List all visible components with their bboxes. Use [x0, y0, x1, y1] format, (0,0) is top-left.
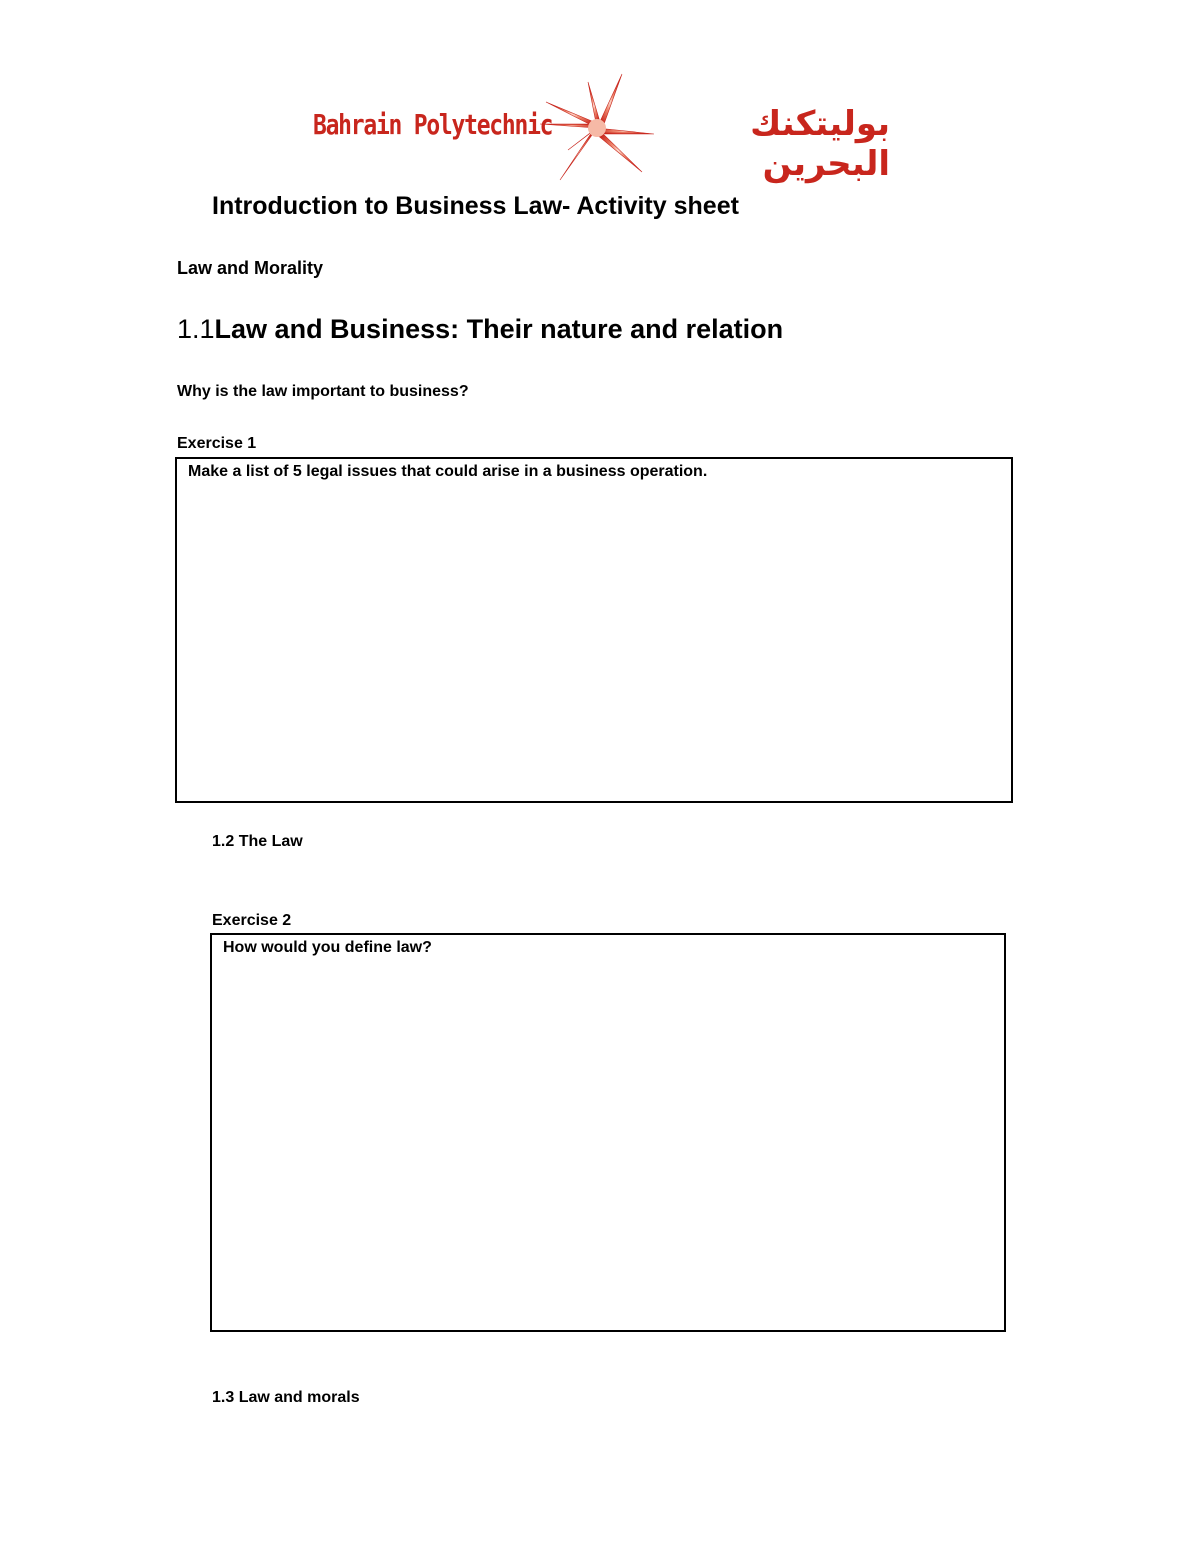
logo-arabic-text: بوليتكنك البحرين	[750, 104, 890, 184]
exercise-1-answer-box[interactable]	[175, 457, 1013, 803]
exercise-1-prompt: Make a list of 5 legal issues that could arise in a business operation.	[188, 463, 708, 480]
logo-english-text: Bahrain Polytechnic	[313, 108, 553, 141]
document-subtitle: Law and Morality	[177, 258, 324, 278]
section-1-1-heading	[177, 314, 783, 345]
exercise-1-label: Exercise 1	[177, 435, 257, 452]
section-1-2-heading: 1.2 The Law	[212, 833, 303, 850]
section-1-1-title: Law and Business: Their nature and relation	[214, 314, 784, 344]
question-text: Why is the law important to business?	[177, 383, 469, 400]
star-logo-icon	[538, 72, 656, 184]
exercise-2-prompt: How would you define law?	[223, 939, 432, 956]
exercise-2-answer-box[interactable]	[210, 933, 1006, 1332]
section-1-3-heading: 1.3 Law and morals	[212, 1389, 360, 1406]
exercise-2-label: Exercise 2	[212, 912, 292, 929]
document-title: Introduction to Business Law- Activity sheet	[212, 192, 739, 220]
section-1-1-number: 1.1	[177, 314, 215, 344]
